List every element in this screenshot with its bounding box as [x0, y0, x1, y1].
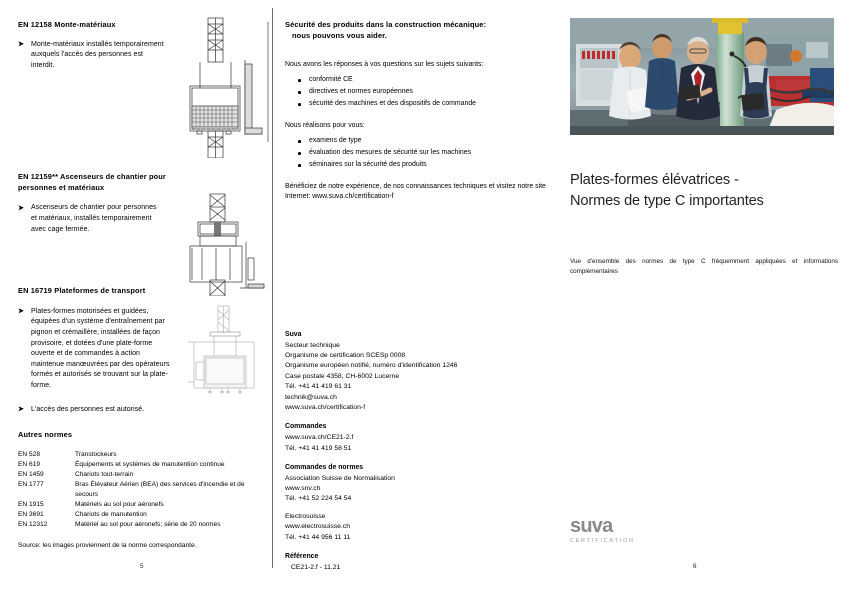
contact-line: Secteur technique: [285, 341, 340, 349]
page-subtitle: Vue d'ensemble des normes de type C fréquemment appliquées et informations complémentaires: [570, 258, 838, 275]
contact-line: Case postale 4358, CH-6002 Lucerne: [285, 372, 400, 380]
services-list: [285, 135, 550, 171]
section-title: EN 12158 Monte-matériaux: [18, 20, 116, 29]
contact-suva: [285, 330, 545, 413]
norm-label: Matériel au sol pour aéronefs; série de 20 normes: [75, 520, 221, 528]
contact-norm-orders: [285, 463, 545, 543]
list-item: directives et normes européennes: [285, 86, 550, 98]
list-item: conformité CE: [285, 74, 550, 86]
table-row: [18, 500, 268, 510]
arrow-bullet-icon: ➤: [18, 406, 24, 414]
bullet-text: L'accès des personnes est autorisé.: [31, 405, 145, 413]
norm-code: EN 619: [18, 460, 40, 468]
construction-hoist-diagram: [188, 192, 272, 296]
engineers-inspecting-machinery-photo: [570, 18, 834, 135]
orders-phone: Tél. +41 41 419 58 51: [285, 444, 352, 452]
norm-label: Matériels au sol pour aéronefs: [75, 500, 164, 508]
topics-list: [285, 74, 550, 110]
bullet-item: [18, 405, 183, 416]
material-hoist-diagram: [188, 16, 272, 158]
lead-text-1: Nous avons les réponses à vos questions sur les sujets suivants:: [285, 61, 484, 68]
list-item: sécurité des machines et des dispositifs de commande: [285, 98, 550, 110]
middle-heading-line1: Sécurité des produits dans la construction mécanique:: [285, 20, 487, 29]
norm-orders-line: Association Suisse de Normalisation: [285, 474, 395, 482]
list-item: examens de type: [285, 135, 550, 147]
section-en16719: [18, 286, 183, 416]
bullet-item: [18, 203, 193, 235]
section-en12159: [18, 172, 193, 235]
norm-orders-title: Commandes de normes: [285, 463, 364, 471]
orders-website[interactable]: www.suva.ch/CE21-2.f: [285, 434, 354, 442]
orders-title: Commandes: [285, 423, 327, 431]
section-en12158: [18, 20, 168, 72]
list-item: évaluation des mesures de sécurité sur les machines: [285, 147, 550, 159]
page-title-line2: Normes de type C importantes: [570, 192, 764, 209]
suva-wordmark: suva: [570, 515, 613, 537]
norm-label: Chariots tout-terrain: [75, 470, 134, 478]
norm-label: Équipements et systèmes de manutention continue: [75, 460, 225, 468]
norm-code: EN 1777: [18, 480, 44, 488]
contact-line: Organisme européen notifié, numéro d'identification 1246: [285, 362, 458, 370]
contact-website[interactable]: www.suva.ch/certification-f: [285, 404, 366, 412]
electro-website[interactable]: www.electrosuisse.ch: [285, 523, 350, 531]
section-title: EN 12159** Ascenseurs de chantier pour personnes et matériaux: [18, 172, 166, 192]
norm-orders-website[interactable]: www.snv.ch: [285, 485, 321, 493]
electro-phone: Tél. +41 44 956 11 11: [285, 533, 351, 541]
norm-label: Transtockeurs: [75, 450, 117, 458]
norm-orders-phone: Tél. +41 52 224 54 54: [285, 495, 352, 503]
reference-value: CE21-2.f - 11.21: [291, 563, 341, 571]
norm-code: EN 528: [18, 450, 40, 458]
arrow-bullet-icon: ➤: [18, 204, 24, 212]
contact-electrosuisse: [285, 512, 545, 543]
list-item: séminaires sur la sécurité des produits: [285, 159, 550, 171]
contact-block: [285, 330, 545, 573]
bullet-text: Ascenseurs de chantier pour personnes et matériaux, installés temporairement avec cage fermée.: [31, 204, 157, 233]
reference-title: Référence: [285, 552, 319, 560]
bullet-item: [18, 307, 183, 392]
middle-heading-line2: nous pouvons vous aider.: [292, 31, 387, 41]
other-norms-block: [18, 430, 268, 551]
norm-code: EN 3691: [18, 510, 44, 518]
page-title: [570, 170, 838, 211]
norm-label: Bras Élévateur Aérien (BEA) des services d'incendie et de secours: [75, 480, 245, 498]
contact-phone: Tél. +41 41 419 61 31: [285, 383, 352, 391]
bullet-item: [18, 40, 168, 72]
table-row: [18, 480, 268, 500]
contact-line: Organisme de certification SCESp 0008: [285, 352, 406, 360]
transport-platform-diagram: [188, 304, 272, 404]
bullet-text: Plates-formes motorisées et guidées, équipées d'un système d'entraînement par pignon et crémaillère, installées de façon provisoire, et dotées d'une plate-forme ouverte et de commandes à action maintenue manœuvrées par des opérateurs formés et autorisés se trouvant sur la plate-forme.: [31, 307, 170, 390]
bullet-text: Monte-matériaux installés temporairement auxquels l'accès des personnes est interdit.: [31, 40, 164, 69]
other-norms-table: [18, 450, 268, 530]
section-title: EN 16719 Plateformes de transport: [18, 286, 146, 295]
table-row: [18, 470, 268, 480]
arrow-bullet-icon: ➤: [18, 308, 24, 316]
norm-code: EN 1459: [18, 470, 44, 478]
norm-code: EN 1915: [18, 500, 44, 508]
right-column: [562, 0, 842, 595]
suva-logo-tagline: CERTIFICATION: [570, 538, 635, 544]
page-number-left: 5: [140, 563, 144, 570]
contact-reference: [285, 552, 545, 573]
table-row: [18, 450, 268, 460]
norm-code: EN 12312: [18, 520, 48, 528]
page-title-line1: Plates-formes élévatrices -: [570, 172, 739, 188]
contact-orders: [285, 422, 545, 453]
closing-paragraph: Bénéficiez de notre expérience, de nos connaissances techniques et visitez notre site Internet: www.suva.ch/certification-f: [285, 182, 546, 201]
page-number-right: 6: [693, 563, 697, 570]
table-row: [18, 520, 268, 530]
other-norms-title: Autres normes: [18, 430, 73, 439]
left-column: [0, 0, 272, 595]
source-note: Source: les images proviennent de la norme correspondante.: [18, 541, 197, 549]
contact-suva-title: Suva: [285, 331, 302, 338]
norm-label: Chariots de manutention: [75, 510, 147, 518]
contact-email[interactable]: technik@suva.ch: [285, 393, 337, 401]
middle-body: [285, 60, 550, 203]
electro-name: Electrosuisse: [285, 512, 326, 520]
suva-logo: [570, 516, 635, 544]
table-row: [18, 460, 268, 470]
lead-text-2: Nous réalisons pour vous:: [285, 121, 365, 129]
table-row: [18, 510, 268, 520]
middle-heading: [285, 19, 547, 42]
arrow-bullet-icon: ➤: [18, 41, 24, 49]
